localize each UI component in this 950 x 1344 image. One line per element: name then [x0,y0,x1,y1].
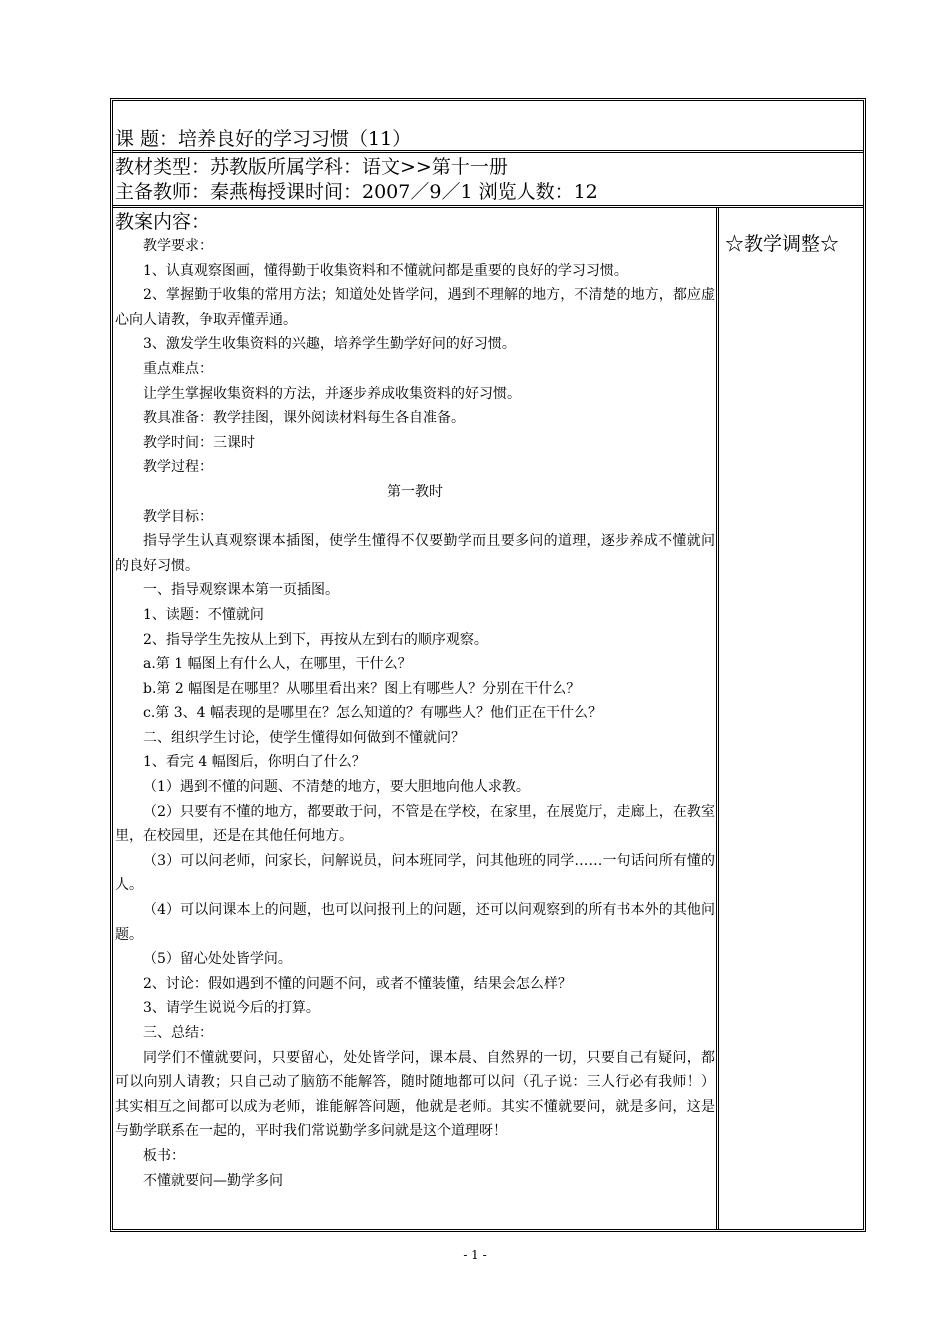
lesson-plan-table [110,98,866,1232]
page-number: - 1 - [463,1248,487,1262]
paragraph: 3、激发学生收集资料的兴趣，培养学生勤学好问的好习惯。 [143,336,516,353]
paragraph: b.第 2 幅图是在哪里？从哪里看出来？图上有哪些人？分别在干什么？ [143,680,581,697]
lesson-body [115,234,715,1193]
paragraph: 重点难点： [143,360,213,377]
meta-line-teacher: 主备教师：秦燕梅授课时间：2007／9／1 浏览人数：12 [115,181,598,203]
paragraph: 板书： [143,1147,185,1164]
paragraph: a.第 1 幅图上有什么人，在哪里，干什么？ [143,656,412,673]
paragraph: 2、指导学生先按从上到下，再按从左到右的顺序观察。 [143,631,488,648]
paragraph: （2）只要有不懂的地方，都要敢于问，不管是在学校，在家里，在展览厅，走廊上，在教室里，在校园里，还是在其他任何地方。 [115,803,715,845]
paragraph: 1、认真观察图画，懂得勤于收集资料和不懂就问都是重要的良好的学习习惯。 [143,262,628,279]
paragraph: 二、组织学生讨论，使学生懂得如何做到不懂就问？ [143,729,465,746]
adjustment-cell [719,208,863,1229]
paragraph: 1、读题：不懂就问 [143,606,264,623]
paragraph: 教学要求： [143,238,213,254]
paragraph: 3、请学生说说今后的打算。 [143,1000,320,1017]
meta-row [113,153,863,208]
paragraph: 1、看完 4 幅图后，你明白了什么？ [143,754,366,771]
paragraph: 教具准备：教学挂图，课外阅读材料每生各自准备。 [143,410,465,427]
section-title: 第一教时 [387,483,443,500]
paragraph: （1）遇到不懂的问题、不清楚的地方，要大胆地向他人求教。 [143,779,530,796]
meta-line-textbook: 教材类型：苏教版所属学科：语文>>第十一册 [115,156,508,178]
paragraph: 2、掌握勤于收集的常用方法；知道处处皆学问，遇到不理解的地方，不清楚的地方，都应虚心向人请教，争取弄懂弄通。 [115,287,715,328]
paragraph: 教学过程： [143,459,213,476]
paragraph: 不懂就要问—勤学多问 [143,1172,283,1189]
paragraph: 教学时间：三课时 [143,434,255,451]
paragraph: 教学目标： [143,508,213,525]
paragraph: （3）可以问老师，问家长，问解说员，问本班同学，问其他班的同学……一句话问所有懂的人。 [115,852,715,894]
title-row [113,101,863,153]
content-cell [113,208,719,1229]
paragraph: c.第 3、4 幅表现的是哪里在？怎么知道的？有哪些人？他们正在干什么？ [143,705,603,722]
lesson-title: 课 题：培养良好的学习习惯（11） [115,128,412,150]
paragraph: 三、总结： [143,1025,213,1041]
paragraph: 同学们不懂就要问，只要留心，处处皆学问，课本晨、自然界的一切，只要自己有疑问，都可以向别人请教；只自己动了脑筋不能解答，随时随地都可以问（孔子说：三人行必有我师！）其实相互之间都可以成为老师，谁能解答问题，他就是老师。其实不懂就要问，就是多问，这是与勤学联系在一起的，平时我们常说勤学多问就是这个道理呀！ [115,1049,715,1140]
paragraph: 指导学生认真观察课本插图，使学生懂得不仅要勤学而且要多问的道理，逐步养成不懂就问的良好习惯。 [115,533,715,574]
paragraph: 2、讨论：假如遇到不懂的问题不问，或者不懂装懂，结果会怎么样？ [143,975,572,992]
paragraph: （4）可以问课本上的问题，也可以问报刊上的问题，还可以问观察到的所有书本外的其他问题。 [115,902,715,943]
teaching-adjustment-label: ☆教学调整☆ [725,233,840,255]
paragraph: 一、指导观察课本第一页插图。 [143,582,339,599]
paragraph: （5）留心处处皆学问。 [143,951,292,968]
content-heading: 教案内容： [115,211,211,233]
paragraph: 让学生掌握收集资料的方法，并逐步养成收集资料的好习惯。 [143,385,521,402]
